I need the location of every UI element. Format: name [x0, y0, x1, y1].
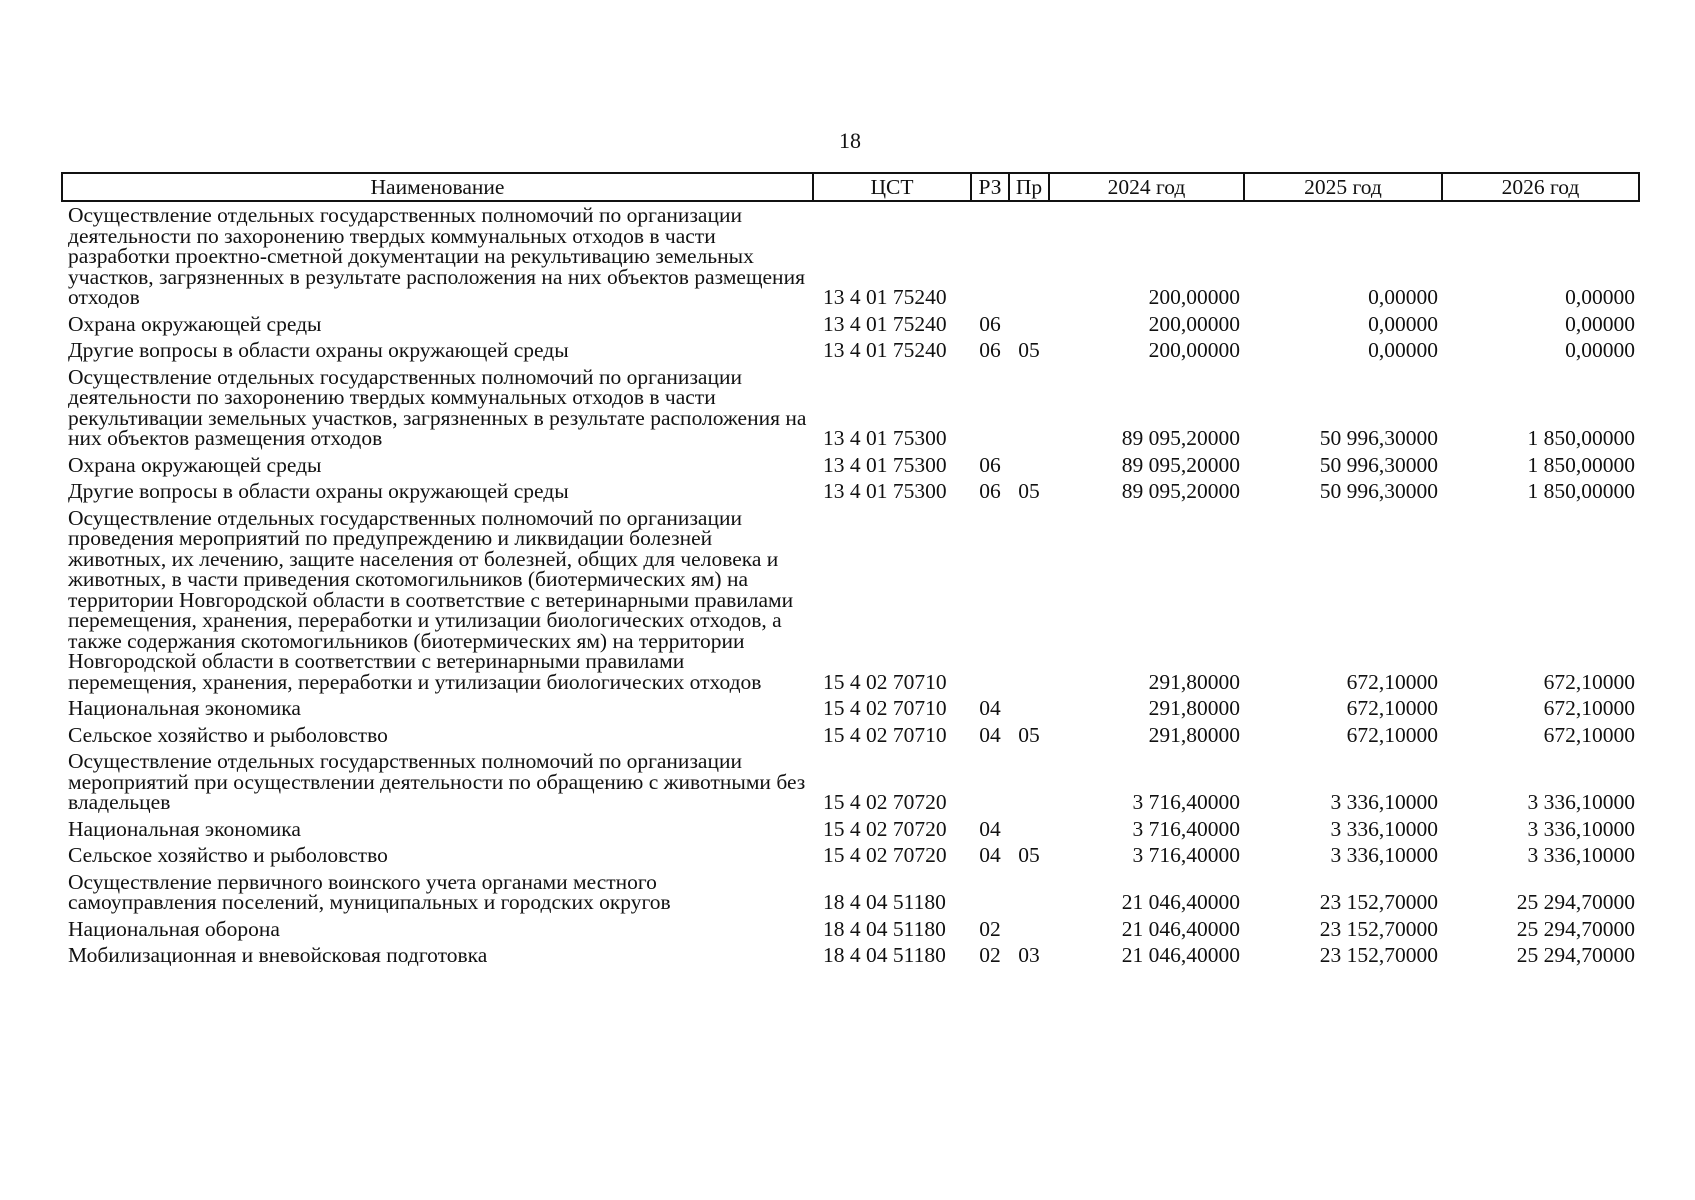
row-2026: 0,00000	[1565, 285, 1635, 309]
row-cst: 15 4 02 70710	[823, 696, 947, 720]
row-cst: 15 4 02 70720	[823, 790, 947, 814]
row-name: Осуществление отдельных государственных полномочий по организации деятельности по захоронению твердых коммунальных отходов в части разработки проектно-сметной документации на рекультивацию земельных участков, загрязненных в результате расположения на них объектов размещения отходов	[68, 203, 805, 309]
row-rz	[971, 201, 1009, 311]
header-rz: РЗ	[971, 173, 1009, 201]
row-2026: 3 336,10000	[1527, 816, 1635, 841]
row-name: Сельское хозяйство и рыболовство	[68, 843, 388, 867]
row-2025: 50 996,30000	[1319, 426, 1438, 450]
table-row	[62, 201, 1639, 311]
row-2025: 23 152,70000	[1319, 943, 1438, 967]
row-2025: 3 336,10000	[1330, 790, 1438, 814]
row-name: Национальная экономика	[68, 696, 301, 720]
row-cst: 13 4 01 75240	[823, 311, 947, 336]
row-pr: 05	[1018, 843, 1040, 867]
row-name: Охрана окружающей среды	[68, 452, 322, 477]
row-2026: 1 850,00000	[1527, 452, 1635, 477]
row-2024: 291,80000	[1148, 722, 1240, 747]
row-2024: 291,80000	[1148, 669, 1240, 694]
row-2025: 672,10000	[1346, 722, 1438, 747]
row-rz: 06	[979, 311, 1001, 336]
table-row	[62, 695, 1639, 722]
row-2026: 25 294,70000	[1516, 916, 1635, 941]
row-name: Национальная оборона	[68, 916, 280, 941]
row-cst: 15 4 02 70710	[823, 722, 947, 747]
table-row	[62, 478, 1639, 505]
row-name: Другие вопросы в области охраны окружающей среды	[68, 479, 569, 503]
row-2024: 3 716,40000	[1132, 816, 1240, 841]
row-rz: 02	[979, 916, 1001, 941]
row-2024: 3 716,40000	[1132, 843, 1240, 867]
row-rz: 04	[979, 843, 1001, 867]
row-2025: 3 336,10000	[1330, 816, 1438, 841]
table-header	[62, 173, 1639, 201]
row-cst: 15 4 02 70710	[823, 669, 947, 694]
row-rz	[971, 869, 1009, 916]
table-row	[62, 722, 1639, 749]
row-rz: 04	[979, 816, 1001, 841]
row-cst: 18 4 04 51180	[823, 890, 946, 914]
row-pr	[1009, 869, 1049, 916]
page-number: 18	[839, 128, 861, 153]
table-row	[62, 869, 1639, 916]
row-cst: 18 4 04 51180	[823, 943, 946, 967]
row-2024: 291,80000	[1148, 696, 1240, 720]
row-2026: 1 850,00000	[1527, 426, 1635, 450]
table-row	[62, 916, 1639, 943]
row-2026: 0,00000	[1565, 311, 1635, 336]
row-2025: 23 152,70000	[1319, 916, 1438, 941]
row-2025: 0,00000	[1368, 311, 1438, 336]
row-2026: 0,00000	[1565, 338, 1635, 362]
table-row	[62, 505, 1639, 696]
row-pr	[1009, 695, 1049, 722]
row-pr	[1009, 452, 1049, 479]
row-2024: 21 046,40000	[1121, 890, 1240, 914]
row-rz	[971, 748, 1009, 816]
row-2024: 200,00000	[1148, 311, 1240, 336]
row-rz: 04	[979, 696, 1001, 720]
row-pr: 05	[1018, 338, 1040, 362]
header-name: Наименование	[62, 173, 813, 201]
budget-table	[61, 172, 1640, 969]
header-pr: Пр	[1009, 173, 1049, 201]
row-2024: 21 046,40000	[1121, 943, 1240, 967]
row-rz: 04	[979, 722, 1001, 747]
row-cst: 13 4 01 75240	[823, 285, 947, 309]
table-row	[62, 311, 1639, 338]
row-rz: 06	[979, 452, 1001, 477]
row-2024: 89 095,20000	[1121, 452, 1240, 477]
row-2026: 672,10000	[1543, 696, 1635, 720]
row-2025: 672,10000	[1346, 669, 1438, 694]
row-2025: 50 996,30000	[1319, 479, 1438, 503]
row-name: Сельское хозяйство и рыболовство	[68, 722, 388, 747]
row-2025: 23 152,70000	[1319, 890, 1438, 914]
header-2025: 2025 год	[1244, 173, 1442, 201]
row-pr	[1009, 505, 1049, 696]
row-pr: 03	[1018, 943, 1040, 967]
table-row	[62, 942, 1639, 969]
table-row	[62, 748, 1639, 816]
row-cst: 13 4 01 75300	[823, 426, 947, 450]
row-2026: 25 294,70000	[1516, 943, 1635, 967]
header-2026: 2026 год	[1442, 173, 1639, 201]
row-name: Национальная экономика	[68, 816, 301, 841]
table-row	[62, 452, 1639, 479]
row-2024: 200,00000	[1148, 338, 1240, 362]
row-2025: 50 996,30000	[1319, 452, 1438, 477]
row-cst: 15 4 02 70720	[823, 816, 947, 841]
row-rz	[971, 505, 1009, 696]
row-cst: 13 4 01 75240	[823, 338, 947, 362]
row-pr	[1009, 748, 1049, 816]
row-2025: 0,00000	[1368, 338, 1438, 362]
row-2024: 200,00000	[1148, 285, 1240, 309]
row-2026: 3 336,10000	[1527, 843, 1635, 867]
row-cst: 13 4 01 75300	[823, 479, 947, 503]
row-name: Осуществление первичного воинского учета органами местного самоуправления поселений, муниципальных и городских округов	[68, 869, 671, 914]
header-2024: 2024 год	[1049, 173, 1244, 201]
row-2024: 21 046,40000	[1121, 916, 1240, 941]
table-row	[62, 816, 1639, 843]
row-cst: 13 4 01 75300	[823, 452, 947, 477]
row-cst: 15 4 02 70720	[823, 843, 947, 867]
row-2024: 3 716,40000	[1132, 790, 1240, 814]
row-2025: 672,10000	[1346, 696, 1438, 720]
row-cst: 18 4 04 51180	[823, 916, 946, 941]
row-pr	[1009, 311, 1049, 338]
row-pr	[1009, 364, 1049, 452]
row-2026: 672,10000	[1543, 669, 1635, 694]
row-name: Другие вопросы в области охраны окружающей среды	[68, 338, 569, 362]
table-row	[62, 842, 1639, 869]
row-name: Осуществление отдельных государственных полномочий по организации мероприятий при осуществлении деятельности по обращению с животными без владельцев	[68, 749, 806, 814]
row-name: Осуществление отдельных государственных полномочий по организации деятельности по захоронению твердых коммунальных отходов в части рекультивации земельных участков, загрязненных в результате расположения на них объектов размещения отходов	[68, 364, 807, 450]
row-name: Охрана окружающей среды	[68, 311, 322, 336]
row-pr: 05	[1018, 479, 1040, 503]
row-2026: 3 336,10000	[1527, 790, 1635, 814]
row-2024: 89 095,20000	[1121, 479, 1240, 503]
row-pr	[1009, 816, 1049, 843]
row-2026: 1 850,00000	[1527, 479, 1635, 503]
row-2024: 89 095,20000	[1121, 426, 1240, 450]
row-2026: 25 294,70000	[1516, 890, 1635, 914]
row-2025: 3 336,10000	[1330, 843, 1438, 867]
row-rz: 02	[979, 943, 1001, 967]
row-rz: 06	[979, 338, 1001, 362]
row-pr	[1009, 916, 1049, 943]
row-2025: 0,00000	[1368, 285, 1438, 309]
row-name: Осуществление отдельных государственных полномочий по организации проведения мероприятий по предупреждению и ликвидации болезней животных, их лечению, защите населения от болезней, общих для человека и животных, в части приведения скотомогильников (биотермических ям) на территории Новгородской области в соответствие с ветеринарными правилами перемещения, хранения, переработки и утилизации биологических отходов, а также содержания скотомогильников (биотермических ям) на территории Новгородской области в соответствии с ветеринарными правилами перемещения, хранения, переработки и утилизации биологических отходов	[68, 505, 794, 694]
table-body	[62, 201, 1639, 969]
row-rz	[971, 364, 1009, 452]
table-row	[62, 364, 1639, 452]
row-pr	[1009, 201, 1049, 311]
row-name: Мобилизационная и вневойсковая подготовка	[68, 943, 488, 967]
row-rz: 06	[979, 479, 1001, 503]
table-row	[62, 337, 1639, 364]
row-2026: 672,10000	[1543, 722, 1635, 747]
header-cst: ЦСТ	[813, 173, 971, 201]
row-pr: 05	[1018, 722, 1040, 747]
